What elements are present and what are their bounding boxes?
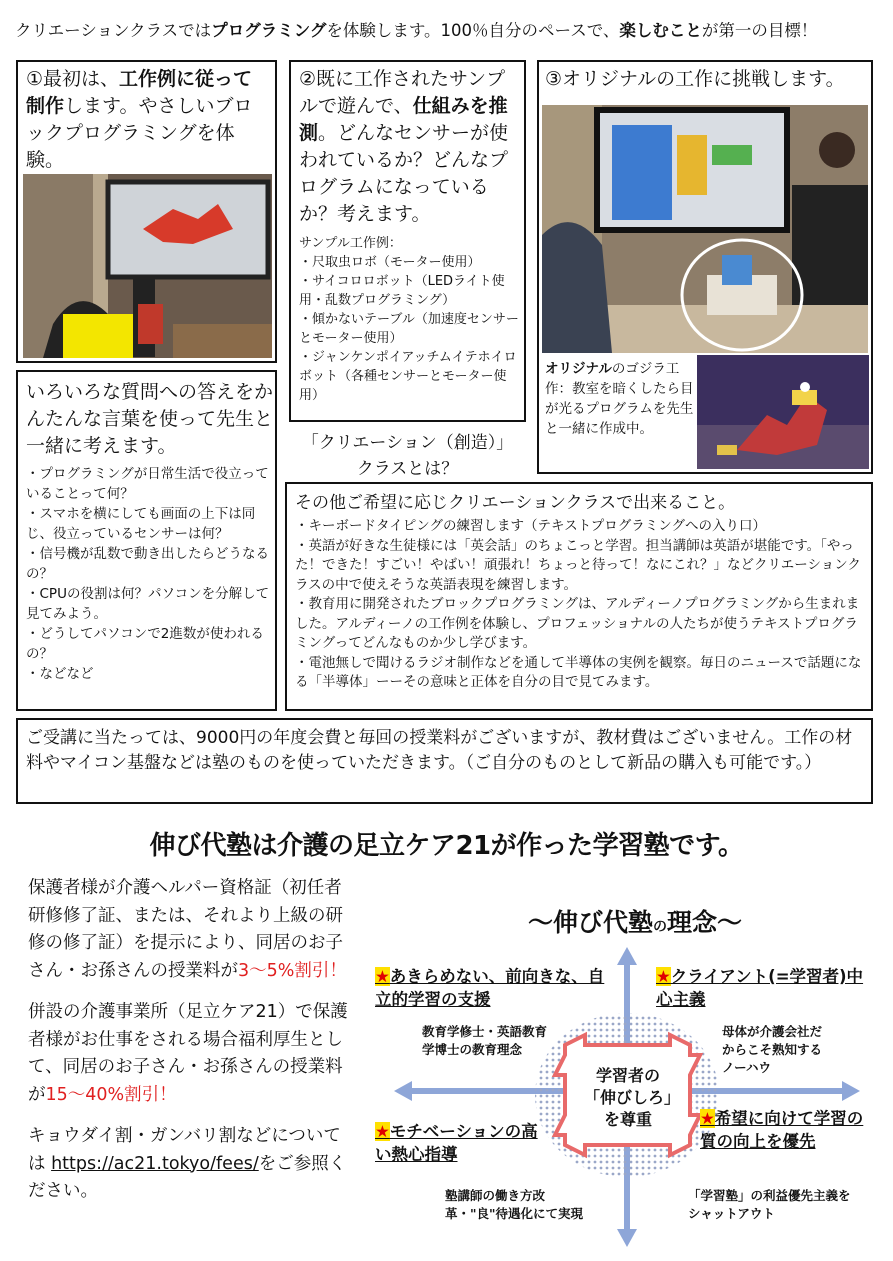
discount-3-text: キョウダイ割・ガンバリ割などについては (28, 1126, 341, 1174)
other-options-box (285, 482, 873, 711)
principle-4-text: 希望に向けて学習の質の向上を優先 (700, 1109, 864, 1151)
discount-para-1 (28, 875, 355, 985)
question-item: ・どうしてパソコンで2進数が使われるの？ (26, 626, 264, 662)
banner-title: 伸び代塾は介護の足立ケア21が作った学習塾です。 (149, 831, 744, 861)
discount-2-text: 併設の介護事業所（足立ケア21）で保護者様がお仕事をされる場合福利厚生として、同居のお子さん・お孫さんの授業料が (28, 1002, 348, 1105)
philosophy-title-b: の (653, 919, 667, 935)
questions-list (26, 464, 271, 684)
discount-section (28, 875, 355, 1206)
philosophy-title (485, 907, 785, 943)
option-item: ・教育用に開発されたブロックプログラミングは、アルディーノプログラミングから生まれました。アルディーノの工作例を体験し、プロフェッショナルの人たちが使うテキストプログラミングってどんなものか少し学びます。 (295, 596, 860, 651)
header-text-d: 楽しむこと (619, 21, 702, 40)
discount-para-3 (28, 1123, 355, 1206)
step1-text-b: 工作例に従って制作 (26, 68, 253, 117)
step1-photo (23, 174, 272, 358)
step1-photo-illustration (23, 174, 272, 358)
sample-item: ・ジャンケンポイアッチムイテホイロボット（各種センサーとモーター使用） (299, 350, 517, 403)
step2-text-a: ②既に工作されたサンプルで遊んで、 (299, 68, 506, 117)
philosophy-center: 学習者の「伸びしろ」を尊重 (583, 1066, 672, 1129)
step3-photo-dark (697, 355, 869, 469)
creation-class-label (285, 430, 530, 482)
principle-1-text: あきらめない、前向きな、自立的学習の支援 (375, 967, 605, 1009)
step2-text-b: 仕組みを推測 (299, 95, 508, 144)
philosophy-title-a: ～伸び代塾 (527, 908, 653, 937)
question-item: ・などなど (26, 666, 94, 682)
step2-box (289, 60, 526, 422)
header-text-e: が第一の目標！ (701, 21, 818, 40)
step3-caption-a: オリジナル (545, 361, 612, 377)
header-text-a: クリエーションクラスでは (15, 21, 212, 40)
question-item: ・プログラミングが日常生活で役立っていることって何？ (26, 466, 269, 502)
step3-caption-b: のゴジラ工作：教室を暗くしたら目が光るプログラムを先生と一緒に作成中。 (545, 361, 694, 437)
sample-item: ・傾かないテーブル（加速度センサーとモーター使用） (299, 312, 519, 346)
philosophy-diagram (370, 895, 880, 1255)
header-text-b: プログラミング (211, 21, 327, 40)
questions-lead: いろいろな質問への答えをかんたんな言葉を使って先生と一緒に考えます。 (26, 381, 274, 457)
creation-label-line2: クラスとは？ (356, 459, 459, 479)
principle-2-text: クライアント(=学習者)中心主義 (656, 967, 864, 1009)
principle-3 (375, 1120, 540, 1166)
step3-box (537, 60, 873, 474)
discount-2-rate: 15～40%割引！ (45, 1084, 177, 1105)
header-text-c: を体験します。100％自分のペースで、 (326, 21, 620, 40)
step3-photo-illustration (542, 105, 868, 353)
samples-list (299, 234, 521, 405)
fee-text: ご受講に当たっては、9000円の年度会費と毎回の授業料がございますが、教材費はございません。工作の材料やマイコン基盤などは塾のものを使っていただきます。（ご自分のものとして新品の購入も可能です。） (26, 728, 853, 773)
step1-box (16, 60, 277, 363)
step1-text (26, 66, 271, 174)
philosophy-title-c: 理念～ (667, 908, 743, 937)
note-2: 母体が介護会社だからこそ熟知するノーハウ (722, 1024, 823, 1075)
note-1: 教育学修士・英語教育学博士の教育理念 (422, 1024, 548, 1057)
step3-photo (542, 105, 868, 353)
star-icon: ★ (700, 1109, 715, 1128)
discount-para-2 (28, 999, 355, 1109)
star-icon: ★ (375, 967, 390, 986)
option-item: ・キーボードタイピングの練習します（テキストプログラミングへの入り口） (295, 518, 767, 534)
step1-text-c: します。やさしいブロックプログラミングを体験。 (26, 95, 253, 171)
step3-title: ③オリジナルの工作に挑戦します。 (545, 68, 845, 90)
godzilla-photo-illustration (697, 355, 869, 469)
note-4: 「学習塾」の利益優先主義をシャットアウト (688, 1188, 851, 1221)
other-options-title: その他ご希望に応じクリエーションクラスで出来ること。 (295, 493, 736, 513)
step2-text (299, 66, 521, 228)
samples-title: サンプル工作例： (299, 236, 402, 251)
question-item: ・スマホを横にしても画面の上下は同じ、役立っているセンサーは何？ (26, 506, 256, 542)
discount-1-rate: 3～5%割引！ (238, 960, 347, 981)
fees-link[interactable]: https://ac21.tokyo/fees/ (51, 1153, 259, 1174)
discount-1-text: 保護者様が介護ヘルパー資格証（初任者研修修了証、または、それより上級の研修の修了証）を提示により、同居のお子さん・お孫さんの授業料が (28, 878, 343, 981)
principle-1 (375, 965, 610, 1011)
principle-3-text: モチベーションの高い熱心指導 (375, 1122, 538, 1164)
option-item: ・英語が好きな生徒様には「英会話」のちょこっと学習。担当講師は英語が堪能です。「やった！できた！すごい！やばい！頑張れ！ちょっと待って！なにこれ？」などクリエーションクラスの中で使えそうな英語表現を練習します。 (295, 537, 861, 593)
star-icon: ★ (656, 967, 671, 986)
header-line (15, 20, 885, 42)
fee-box (16, 718, 873, 804)
note-3: 塾講師の働き方改革・"良"待遇化にて実現 (445, 1188, 584, 1221)
principle-4 (700, 1107, 875, 1153)
question-item: ・CPUの役割は何？パソコンを分解して見てみよう。 (26, 586, 270, 622)
discount-3-tail: をご参照ください。 (28, 1153, 347, 1201)
step3-caption (545, 359, 695, 439)
step2-text-c: 。どんなセンサーが使われているか？どんなプログラムになっているか？考えます。 (299, 122, 509, 225)
option-item: ・電池無しで聞けるラジオ制作などを通して半導体の実例を観察。毎日のニュースで話題になる「半導体」ーーその意味と正体を自分の目で見てみます。 (295, 654, 862, 690)
sample-item: ・サイコロロボット（LEDライト使用・乱数プログラミング） (299, 274, 505, 308)
question-item: ・信号機が乱数で動き出したらどうなるの？ (26, 546, 269, 582)
sample-item: ・尺取虫ロボ（モーター使用） (299, 255, 481, 270)
questions-box (16, 370, 277, 711)
star-icon: ★ (375, 1122, 390, 1141)
principle-2 (656, 965, 876, 1011)
other-options-list (295, 517, 867, 693)
step1-text-a: ①最初は、 (26, 68, 120, 90)
creation-label-line1: 「クリエーション（創造）」 (301, 433, 514, 453)
